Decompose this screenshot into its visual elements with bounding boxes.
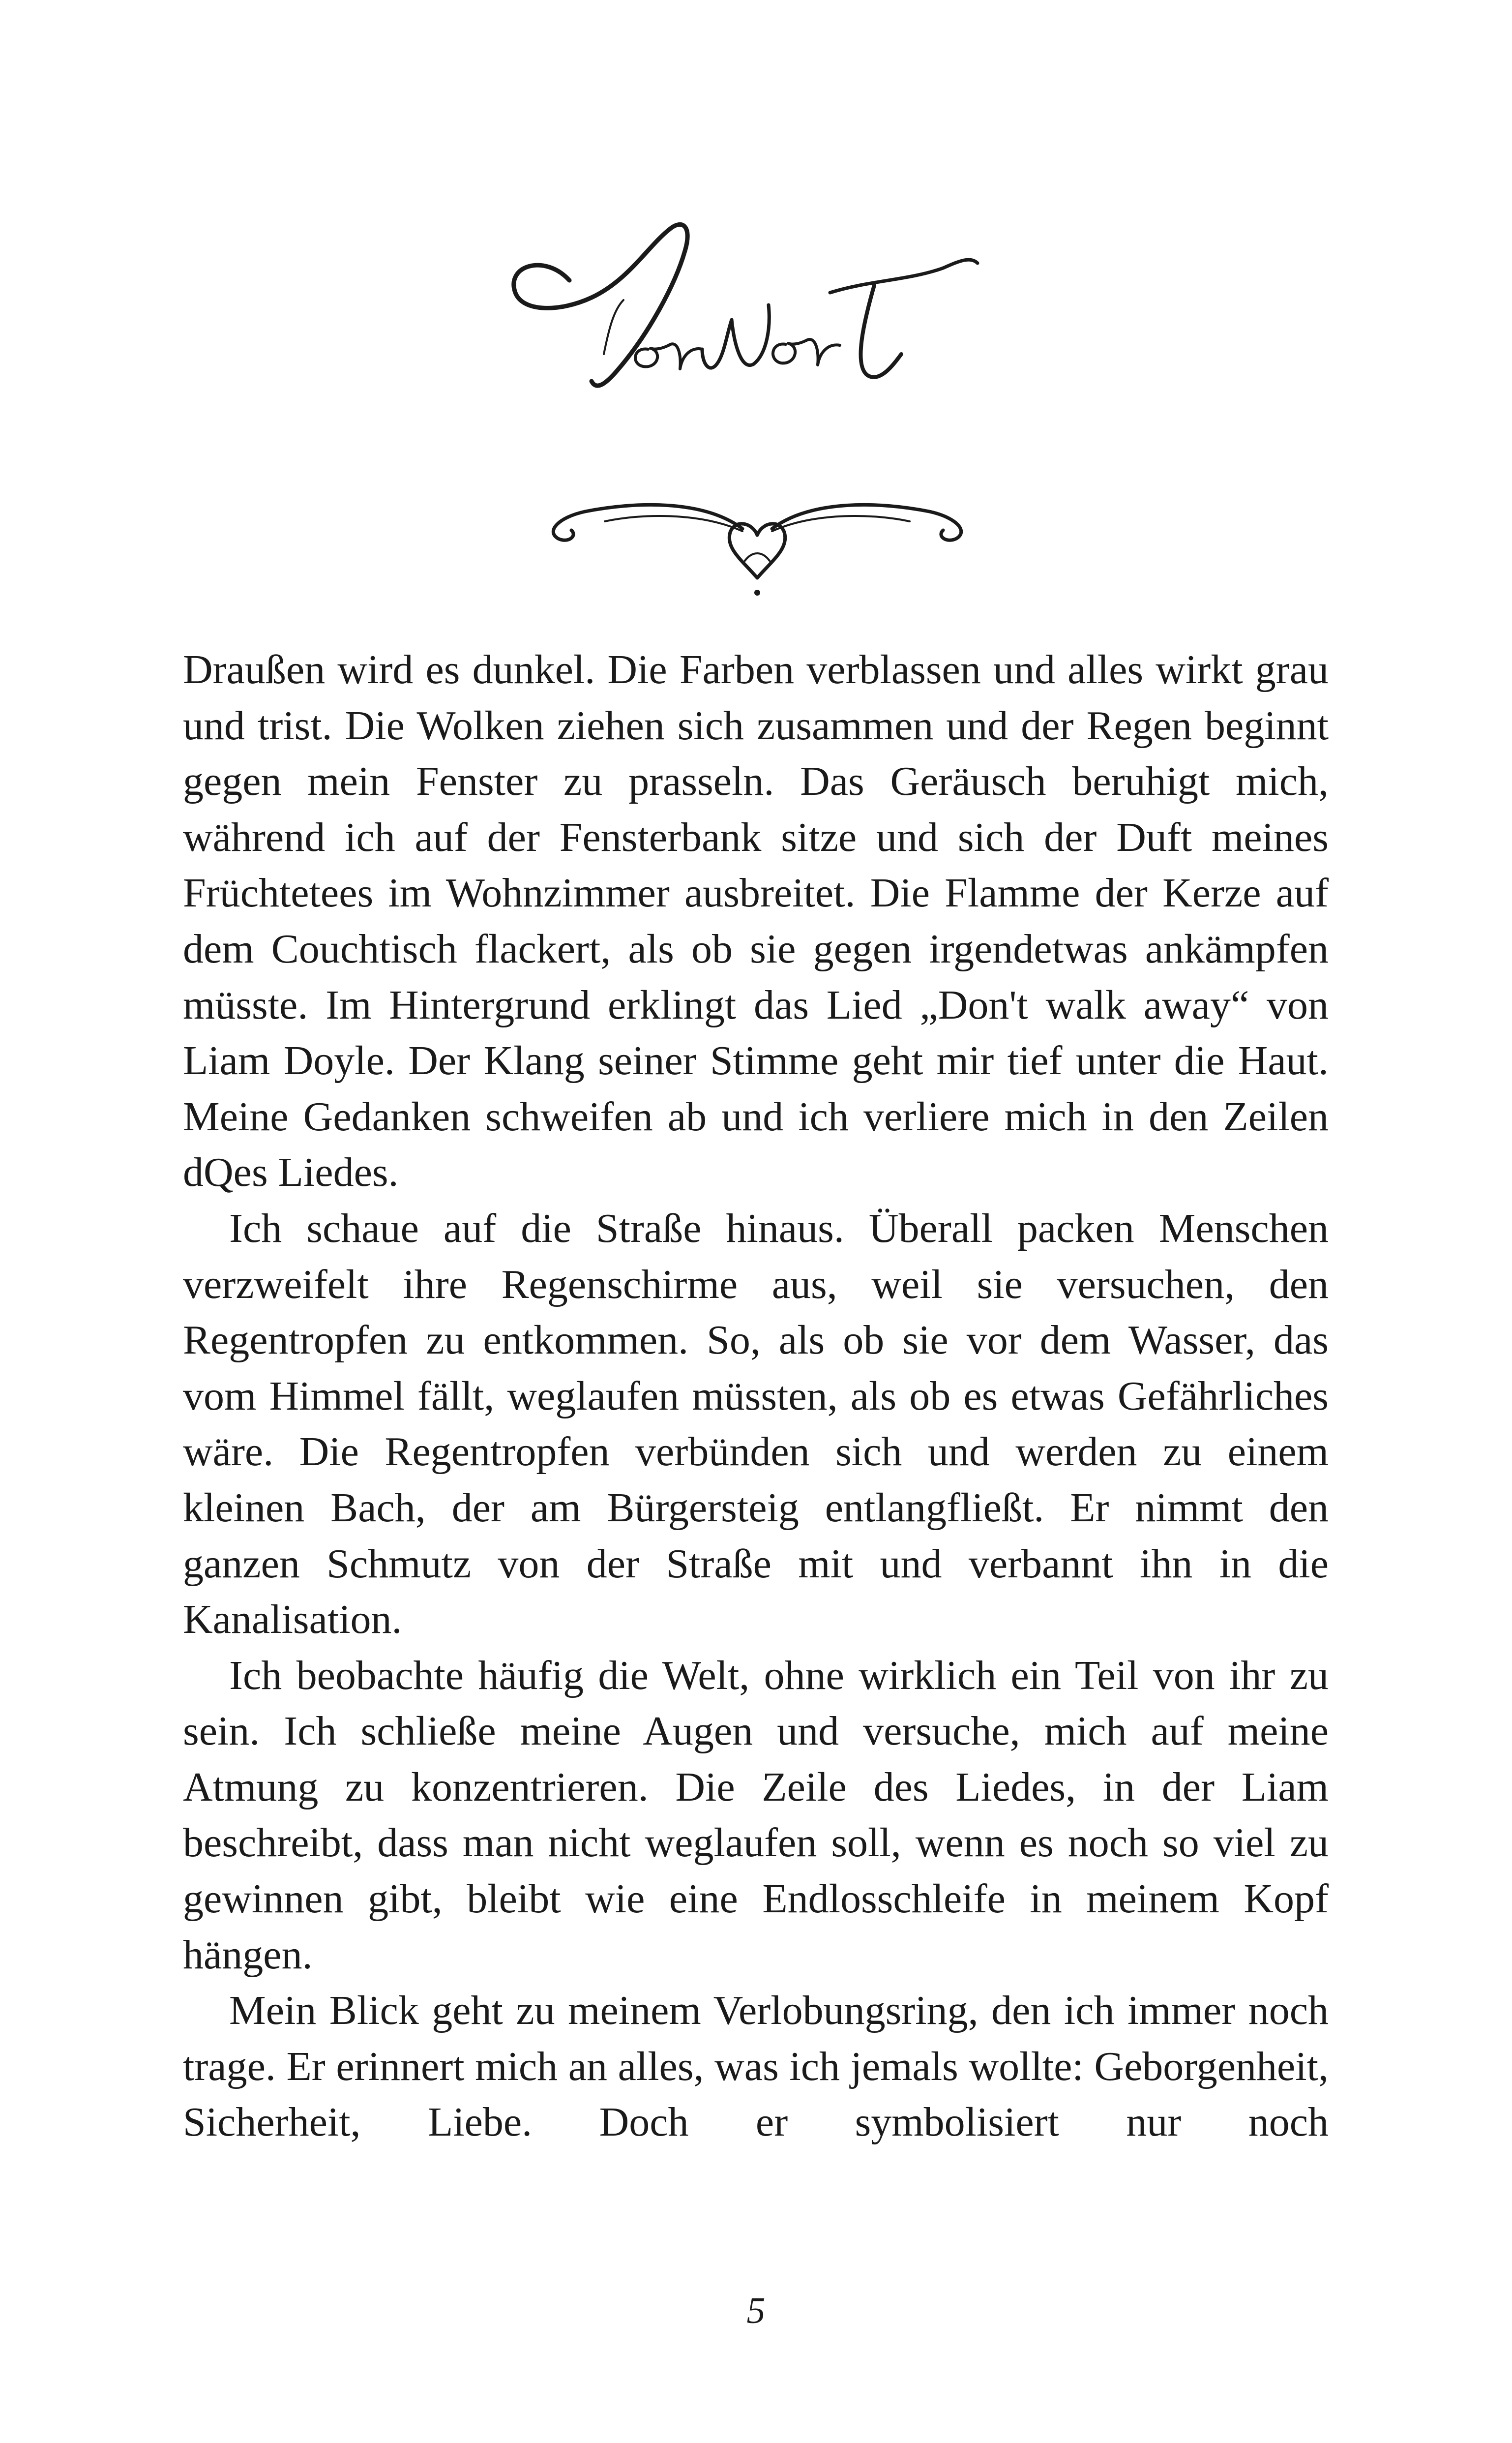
chapter-title-script [486,207,1027,433]
chapter-body [183,642,1329,2150]
chapter-title [0,207,1512,433]
flourish-heart-divider-icon [536,492,978,605]
page-number: 5 [746,2290,766,2331]
paragraph-3: Ich beobachte häufig die Welt, ohne wirklich ein Teil von ihr zu sein. Ich schließe meine Augen und versuche, mich auf meine Atmung zu konzentrieren. Die Zeile des Liedes, in der Liam beschreibt, dass man nicht weglaufen soll, wenn es noch so viel zu gewinnen gibt, bleibt wie eine Endlosschleife in meinem Kopf hängen. [183,1652,1329,1978]
paragraph-4: Mein Blick geht zu meinem Verlobungsring, den ich immer noch trage. Er erinnert mich an alles, was ich jemals wollte: Geborgenheit, Sicherheit, Liebe. Doch er symbolisiert nur noch [183,1988,1329,2145]
paragraph-2: Ich schaue auf die Straße hinaus. Überall packen Menschen verzweifelt ihre Regenschirme aus, weil sie versuchen, den Regentropfen zu entkommen. So, als ob sie vor dem Wasser, das vom Himmel fällt, weglaufen müssten, als ob es etwas Gefährliches wäre. Die Regentropfen verbünden sich und werden zu einem kleinen Bach, der am Bürgersteig entlangfließt. Er nimmt den ganzen Schmutz von der Straße mit und verbannt ihn in die Kanalisation. [183,1205,1329,1643]
paragraph-1: Draußen wird es dunkel. Die Farben verblassen und alles wirkt grau und trist. Die Wolken ziehen sich zusammen und der Regen beginnt gegen mein Fenster zu prasseln. Das Geräusch beruhigt mich, während ich auf der Fensterbank sitze und sich der Duft meines Früchtetees im Wohnzimmer ausbreitet. Die Flamme der Kerze auf dem Couchtisch flackert, als ob sie gegen irgendetwas ankämpfen müsste. Im Hintergrund erklingt das Lied „Don't walk away“ von Liam Doyle. Der Klang seiner Stimme geht mir tief unter die Haut. Meine Gedanken schweifen ab und ich verliere mich in den Zeilen dQes Liedes. [183,647,1329,1196]
